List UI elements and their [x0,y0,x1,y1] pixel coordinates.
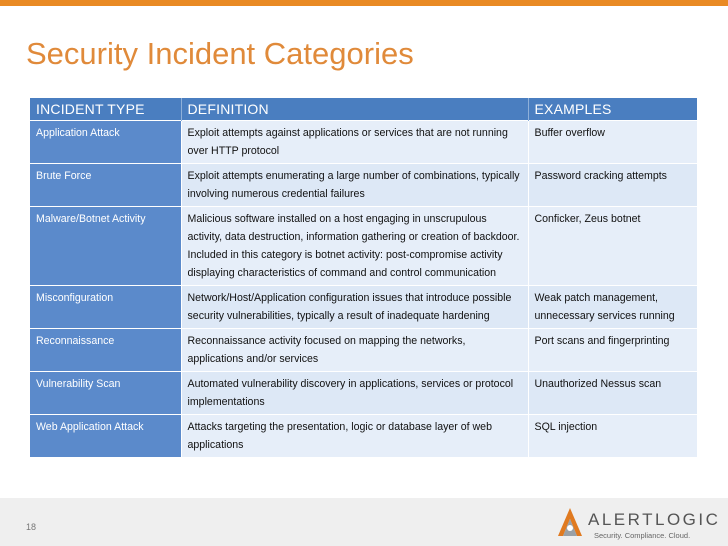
header-definition: DEFINITION [181,98,528,120]
incident-type-cell: Web Application Attack [30,414,181,457]
slide-title: Security Incident Categories [26,36,414,71]
definition-cell: Exploit attempts against applications or services that are not running over HTTP protocol [181,120,528,163]
examples-cell: Unauthorized Nessus scan [528,371,697,414]
examples-cell: Port scans and fingerprinting [528,328,697,371]
table-row [30,206,697,285]
slide-footer [0,498,728,546]
table-row [30,414,697,457]
examples-cell: Password cracking attempts [528,163,697,206]
definition-cell: Attacks targeting the presentation, logic or database layer of web applications [181,414,528,457]
table-row [30,285,697,328]
logo-tagline: Security. Compliance. Cloud. [594,531,691,540]
incident-type-cell: Brute Force [30,163,181,206]
table-row [30,328,697,371]
table-row [30,371,697,414]
header-incident-type: INCIDENT TYPE [30,98,181,120]
examples-cell: Conficker, Zeus botnet [528,206,697,285]
alertlogic-logo [556,506,721,542]
definition-cell: Automated vulnerability discovery in applications, services or protocol implementations [181,371,528,414]
incident-type-cell: Vulnerability Scan [30,371,181,414]
incident-type-cell: Malware/Botnet Activity [30,206,181,285]
alertlogic-logo-icon [556,506,584,540]
table-header-row [30,98,697,120]
examples-cell: Buffer overflow [528,120,697,163]
incident-type-cell: Misconfiguration [30,285,181,328]
definition-cell: Reconnaissance activity focused on mapping the networks, applications and/or services [181,328,528,371]
examples-cell: SQL injection [528,414,697,457]
definition-cell: Network/Host/Application configuration issues that introduce possible security vulnerabilities, typically a result of inadequate hardening [181,285,528,328]
incident-categories-table [30,98,697,457]
top-accent-bar [0,0,728,6]
table-row [30,120,697,163]
incident-type-cell: Reconnaissance [30,328,181,371]
header-examples: EXAMPLES [528,98,697,120]
incident-type-cell: Application Attack [30,120,181,163]
page-number: 18 [26,522,37,532]
examples-cell: Weak patch management, unnecessary services running [528,285,697,328]
table-row [30,163,697,206]
logo-wordmark: ALERTLOGIC [588,510,721,529]
definition-cell: Malicious software installed on a host engaging in unscrupulous activity, data destruction, information gathering or creation of backdoor. Included in this category is botnet activity: post-compromise activity displaying characteristics of command and control communication [181,206,528,285]
definition-cell: Exploit attempts enumerating a large number of combinations, typically involving numerous credential failures [181,163,528,206]
